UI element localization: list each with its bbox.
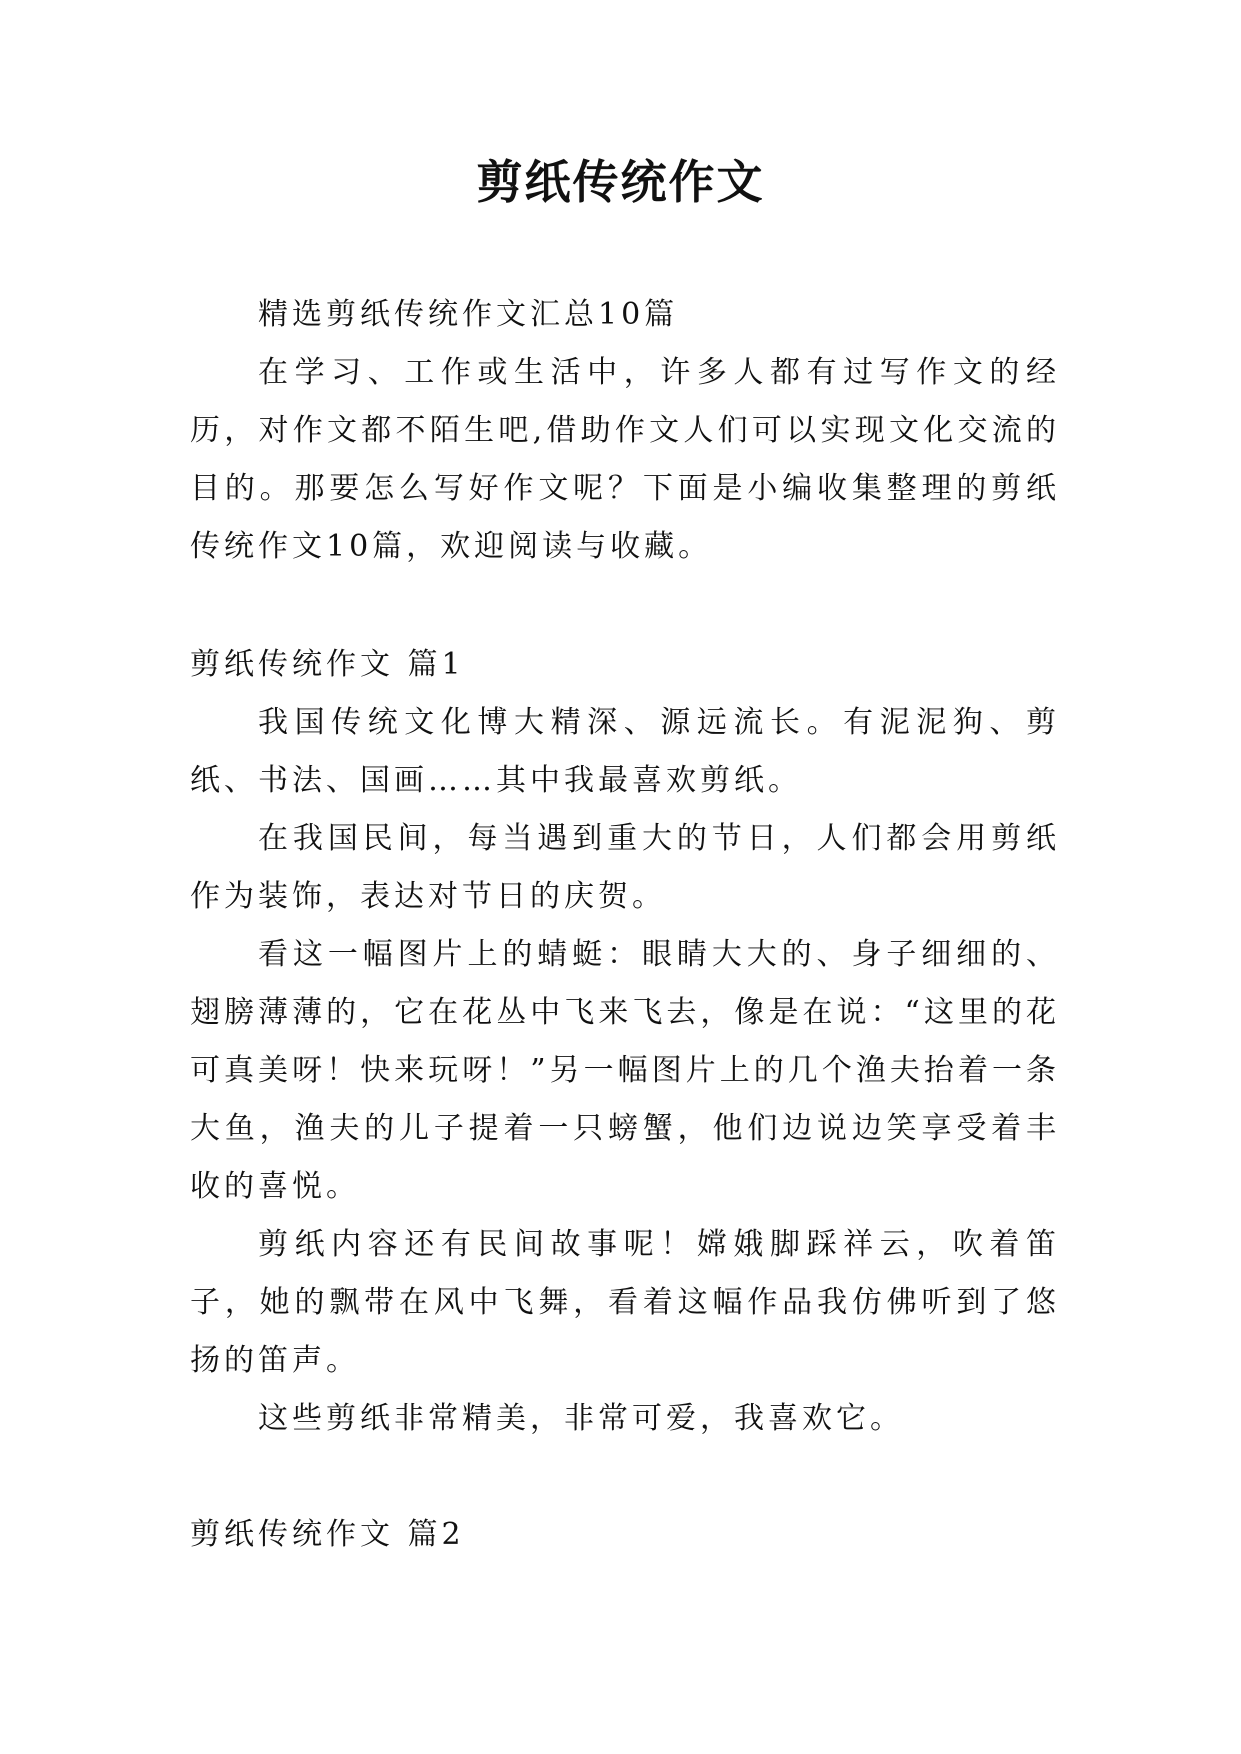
section-heading-1: 剪纸传统作文 篇1 [190, 647, 465, 682]
paragraph: 看这一幅图片上的蜻蜓：眼睛大大的、身子细细的、翅膀薄薄的，它在花丛中飞来飞去，像是在说：“这里的花可真美呀！快来玩呀！”另一幅图片上的几个渔夫抬着一条大鱼，渔夫的儿子提着一只螃蟹，他们边说边笑享受着丰收的喜悦。 [190, 937, 1060, 1204]
paragraph: 这些剪纸非常精美，非常可爱，我喜欢它。 [258, 1401, 904, 1436]
intro-paragraph: 在学习、工作或生活中，许多人都有过写作文的经历，对作文都不陌生吧,借助作文人们可以实现文化交流的目的。那要怎么写好作文呢？下面是小编收集整理的剪纸传统作文10篇，欢迎阅读与收藏。 [190, 355, 1060, 564]
spacer [190, 576, 1060, 636]
paragraph: 剪纸内容还有民间故事呢！嫦娥脚踩祥云，吹着笛子，她的飘带在风中飞舞，看着这幅作品我仿佛听到了悠扬的笛声。 [190, 1227, 1060, 1378]
spacer [190, 1448, 1060, 1506]
document-body [190, 286, 1060, 1564]
page-title: 剪纸传统作文 [476, 155, 765, 209]
paragraph: 在我国民间，每当遇到重大的节日，人们都会用剪纸作为装饰，表达对节日的庆贺。 [190, 821, 1060, 914]
subtitle: 精选剪纸传统作文汇总10篇 [258, 297, 679, 332]
paragraph: 我国传统文化博大精深、源远流长。有泥泥狗、剪纸、书法、国画……其中我最喜欢剪纸。 [190, 705, 1060, 798]
section-heading-2: 剪纸传统作文 篇2 [190, 1517, 465, 1552]
